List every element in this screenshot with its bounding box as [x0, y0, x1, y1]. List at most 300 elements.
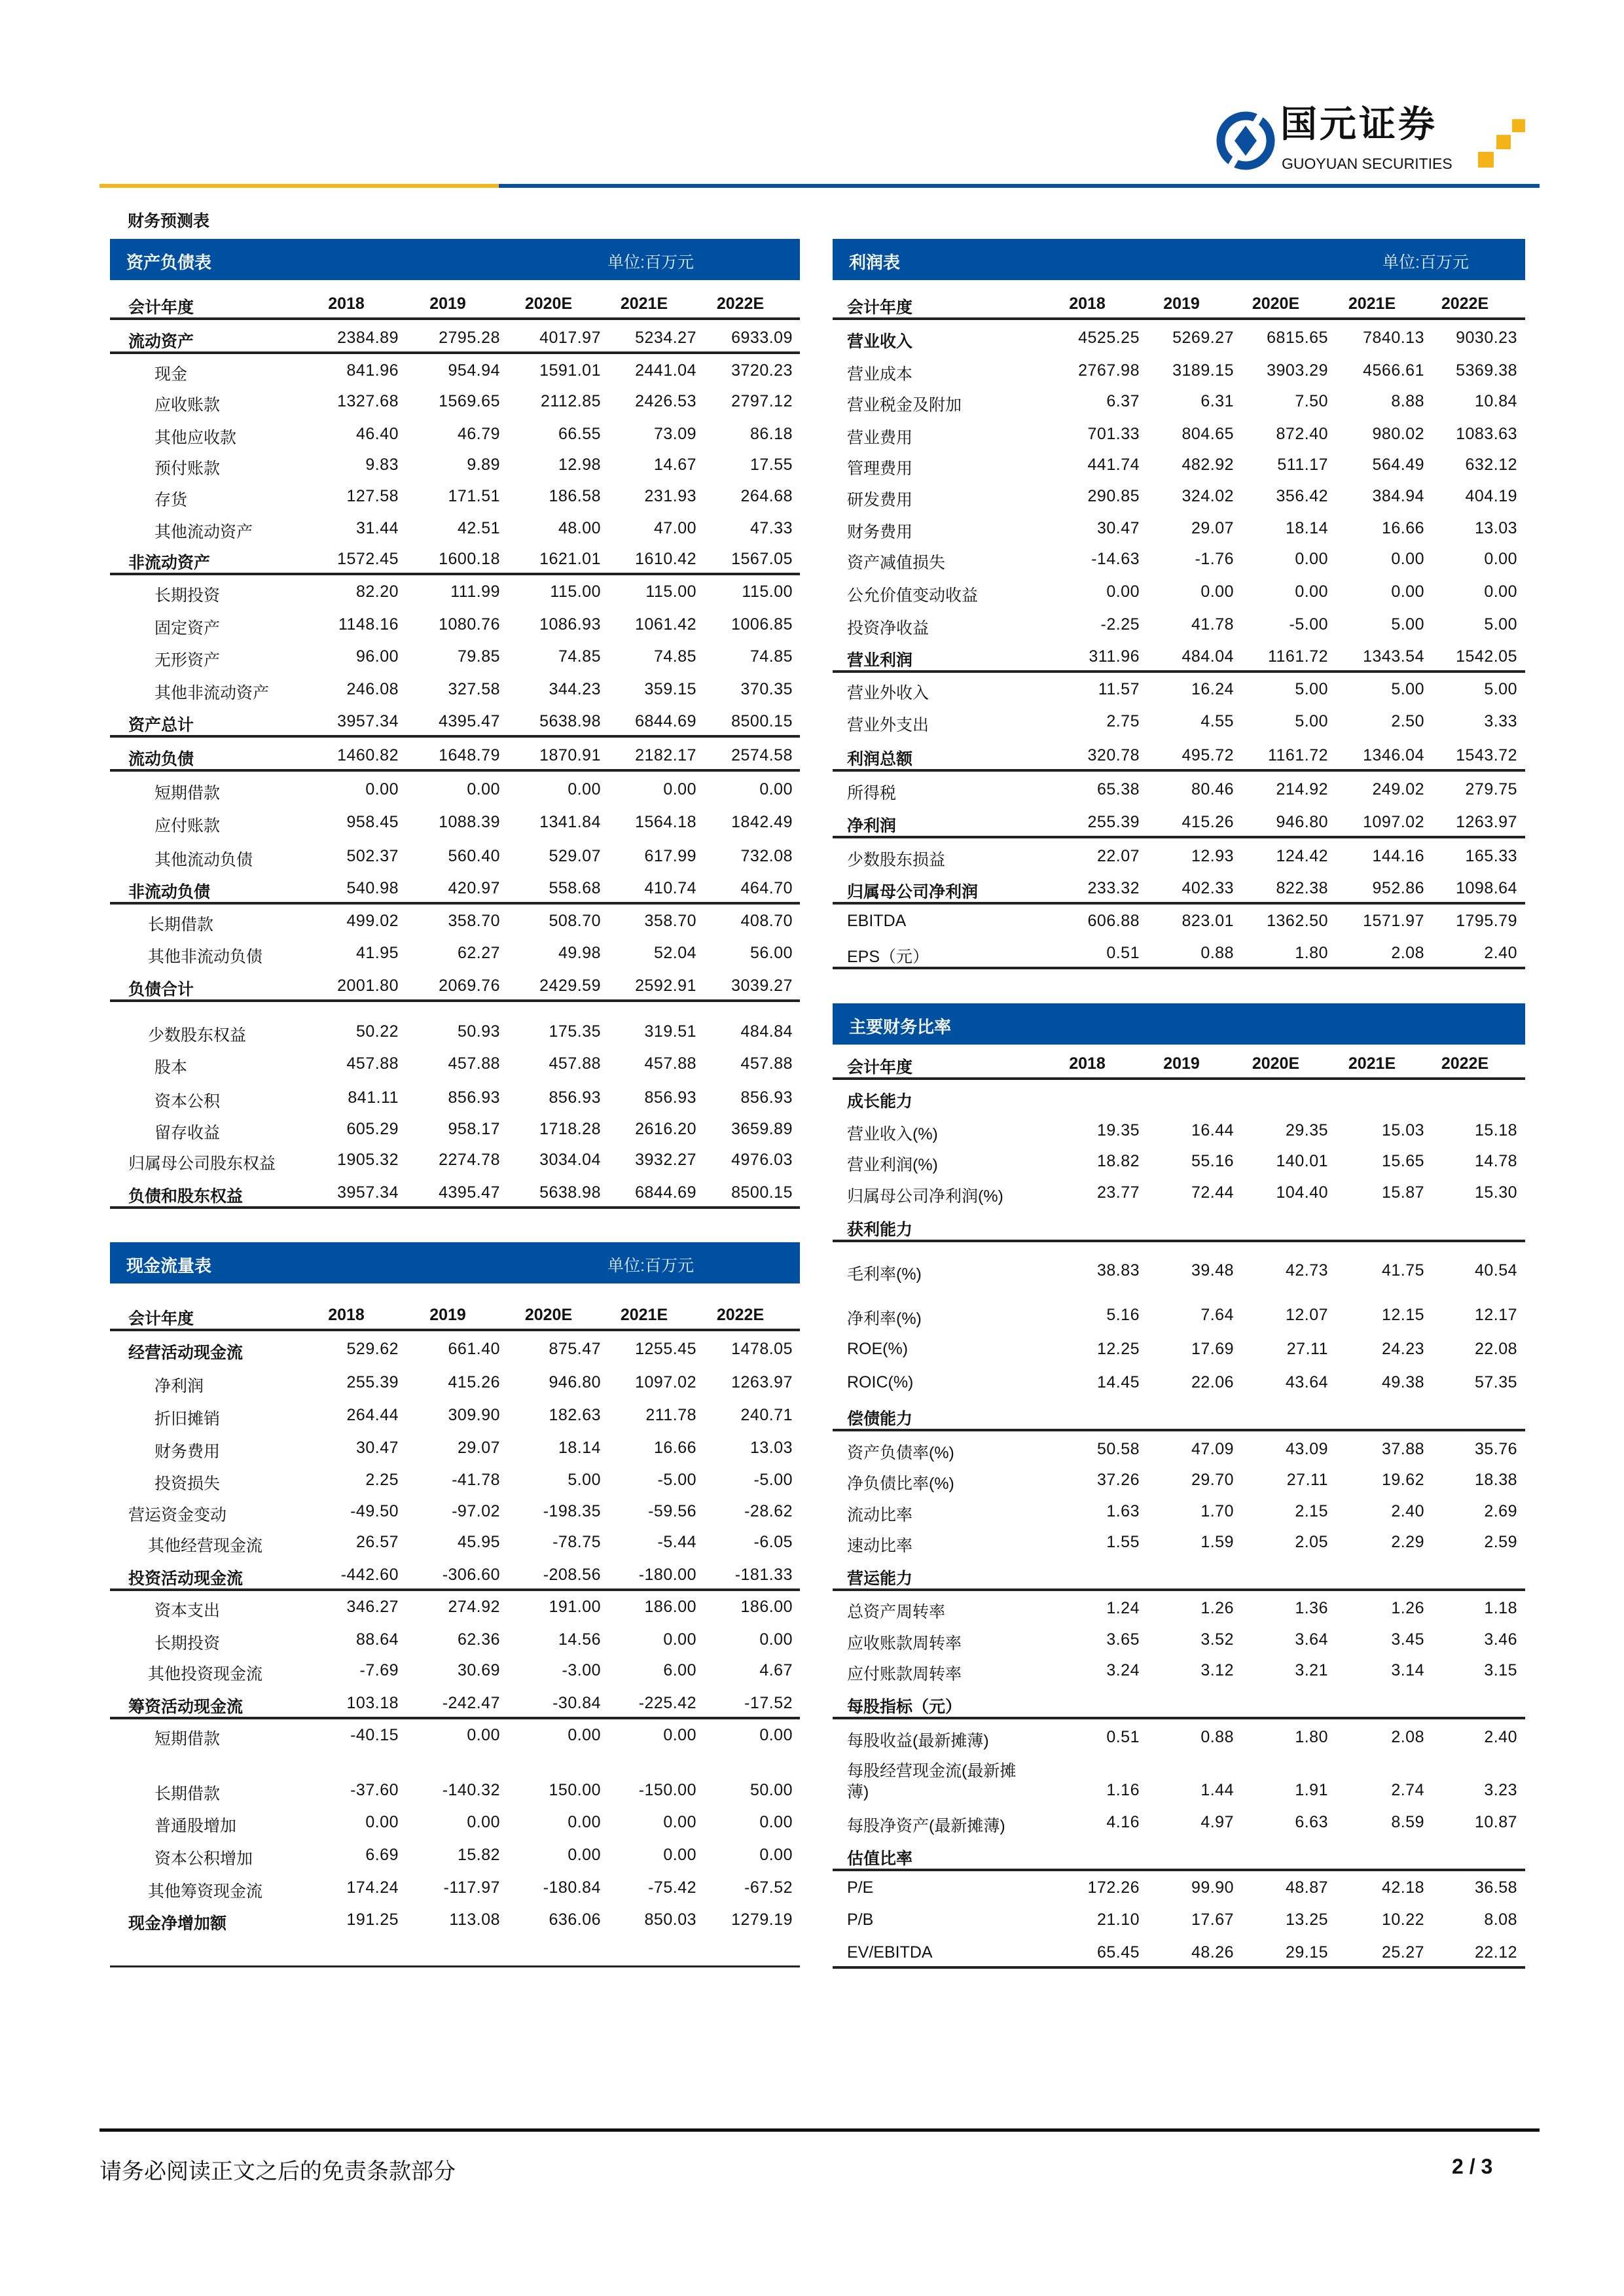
table-row — [833, 1495, 1525, 1528]
table-row — [833, 1114, 1525, 1147]
column-header-year: 2022E — [716, 295, 765, 313]
cell-value: 1.18 — [1484, 1599, 1517, 1617]
cell-value: -150.00 — [638, 1781, 696, 1799]
cell-value: 191.25 — [346, 1910, 399, 1929]
cell-value: 4.67 — [759, 1661, 793, 1679]
row-label: 营业外支出 — [847, 716, 929, 734]
cell-value: 958.17 — [448, 1120, 500, 1138]
table-row — [833, 705, 1525, 738]
column-header-year: 2018 — [1069, 295, 1106, 313]
cell-value: 5.00 — [1484, 615, 1517, 634]
cell-value: 5369.38 — [1456, 361, 1517, 380]
cell-value: 26.57 — [355, 1533, 399, 1551]
cell-value: 62.36 — [457, 1630, 500, 1649]
cell-value: 311.96 — [1089, 647, 1140, 666]
cell-value: 6.63 — [1295, 1813, 1328, 1831]
cell-value: 384.94 — [1372, 487, 1424, 505]
cell-value: 605.29 — [346, 1120, 399, 1138]
cell-value: 1542.05 — [1456, 647, 1517, 666]
cell-value: 43.09 — [1285, 1440, 1328, 1458]
table-row — [833, 1463, 1525, 1496]
cell-value: 841.11 — [348, 1088, 399, 1107]
cell-value: 309.90 — [448, 1406, 500, 1424]
cell-value: 632.12 — [1465, 456, 1517, 474]
cell-value: 255.39 — [1087, 813, 1140, 831]
cell-value: 2.40 — [1391, 1502, 1424, 1520]
cell-value: 2.40 — [1484, 944, 1517, 962]
cell-value: 2797.12 — [731, 392, 793, 410]
cell-value: 415.26 — [448, 1373, 500, 1391]
cell-value: 11.57 — [1098, 680, 1140, 698]
cell-value: 14.56 — [558, 1630, 601, 1649]
column-header-year: 2019 — [429, 295, 466, 313]
table-row — [833, 1145, 1525, 1177]
cell-value: 822.38 — [1276, 879, 1328, 897]
cell-value: 2.69 — [1484, 1502, 1517, 1520]
column-header-label: 会计年度 — [128, 298, 194, 317]
cell-value: 6844.69 — [635, 712, 696, 730]
cell-value: 0.00 — [568, 1846, 601, 1864]
table-row — [110, 937, 800, 969]
cell-value: 22.06 — [1191, 1373, 1234, 1391]
header-rule-blue — [499, 184, 1540, 188]
cell-value: 359.15 — [644, 680, 696, 698]
cell-value: 4566.61 — [1363, 361, 1424, 380]
cell-value: 1905.32 — [337, 1151, 399, 1169]
cell-value: 1343.54 — [1363, 647, 1424, 666]
cell-value: 57.35 — [1474, 1373, 1517, 1391]
cell-value: 6844.69 — [635, 1183, 696, 1202]
table-row — [833, 1762, 1525, 1806]
cell-value: -7.69 — [359, 1661, 399, 1679]
cell-value: 1.26 — [1391, 1599, 1424, 1617]
cell-value: 511.17 — [1277, 456, 1328, 474]
cell-value: 140.01 — [1276, 1152, 1328, 1170]
cell-value: 4976.03 — [731, 1151, 793, 1169]
table-row — [833, 1903, 1525, 1936]
cell-value: 0.00 — [759, 1813, 793, 1831]
cell-value: 1.70 — [1200, 1502, 1234, 1520]
cell-value: 42.51 — [457, 519, 500, 537]
row-label: 净利润 — [847, 817, 897, 835]
cell-value: 946.80 — [549, 1373, 601, 1391]
cell-value: 27.11 — [1286, 1340, 1328, 1358]
row-label: 所得税 — [847, 784, 897, 802]
row-label: 应收账款周转率 — [847, 1634, 962, 1653]
column-header-label: 会计年度 — [128, 1310, 194, 1328]
cell-value: 5269.27 — [1172, 329, 1234, 347]
table-title: 利润表 — [849, 253, 901, 272]
table-row — [833, 1433, 1525, 1465]
table-title-bar — [833, 239, 1525, 280]
table-bottom-rule — [110, 1965, 800, 1967]
cell-value: 49.38 — [1381, 1373, 1424, 1391]
logo-square-icon — [1496, 135, 1511, 149]
column-header-year: 2021E — [620, 1306, 668, 1324]
cell-value: 14.67 — [653, 456, 696, 474]
cell-value: 47.33 — [749, 519, 793, 537]
table-row — [833, 448, 1525, 481]
row-label: 其他应收款 — [154, 429, 237, 447]
table-unit: 单位:百万元 — [1382, 253, 1469, 272]
cell-value: 46.40 — [355, 425, 399, 443]
cell-value: 115.00 — [742, 583, 793, 601]
column-header-year: 2021E — [1348, 295, 1396, 313]
section-row — [833, 321, 1525, 354]
cell-value: 1006.85 — [731, 615, 793, 634]
cell-value: 850.03 — [644, 1910, 696, 1929]
section-row — [110, 321, 800, 354]
row-label: ROE(%) — [847, 1340, 909, 1358]
column-header-year: 2018 — [328, 295, 365, 313]
cell-value: 2.50 — [1391, 712, 1424, 730]
cell-value: 875.47 — [549, 1340, 601, 1358]
section-row — [110, 1558, 800, 1591]
cell-value: 410.74 — [644, 879, 696, 897]
cell-value: 3903.29 — [1267, 361, 1328, 380]
cell-value: 66.55 — [558, 425, 601, 443]
column-header-year: 2020E — [524, 295, 573, 313]
table-row — [110, 575, 800, 608]
section-row — [833, 1210, 1525, 1242]
cell-value: 1569.65 — [439, 392, 500, 410]
cell-value: 1346.04 — [1363, 746, 1424, 764]
cell-value: 65.38 — [1096, 780, 1140, 798]
cell-value: 274.92 — [448, 1598, 500, 1616]
cell-value: 1279.19 — [731, 1910, 793, 1929]
cell-value: 47.09 — [1191, 1440, 1234, 1458]
cell-value: 0.00 — [568, 1726, 601, 1744]
row-label: 营业费用 — [847, 429, 913, 447]
cell-value: 27.11 — [1286, 1471, 1328, 1489]
cell-value: 5234.27 — [635, 329, 696, 347]
cell-value: 2.40 — [1484, 1728, 1517, 1746]
cell-value: -181.33 — [734, 1566, 793, 1584]
column-header-year: 2022E — [716, 1306, 765, 1324]
cell-value: 457.88 — [644, 1054, 696, 1073]
cell-value: 264.68 — [740, 487, 793, 505]
cell-value: 2182.17 — [635, 746, 696, 764]
cell-value: 3957.34 — [337, 1183, 399, 1202]
cell-value: 2.08 — [1391, 944, 1424, 962]
section-row — [833, 872, 1525, 905]
table-row — [833, 1654, 1525, 1687]
cell-value: 16.66 — [1381, 519, 1424, 537]
row-label: 短期借款 — [154, 784, 221, 802]
column-header-year: 2020E — [1252, 295, 1300, 313]
guoyuan-logo — [1216, 105, 1537, 177]
cell-value: 2.08 — [1391, 1728, 1424, 1746]
cell-value: 127.58 — [346, 487, 399, 505]
cell-value: 8.08 — [1484, 1910, 1517, 1929]
cell-value: -225.42 — [638, 1694, 696, 1712]
row-label: 每股经营现金流(最新摊薄) — [847, 1762, 1017, 1801]
table-title-bar — [833, 1003, 1525, 1045]
cell-value: -180.84 — [543, 1878, 601, 1897]
cell-value: 1.80 — [1295, 1728, 1328, 1746]
cell-value: 3.15 — [1484, 1661, 1517, 1679]
row-label: 净利润 — [154, 1377, 204, 1395]
cell-value: 4395.47 — [439, 1183, 500, 1202]
cell-value: 165.33 — [1465, 847, 1517, 865]
table-row — [110, 840, 800, 872]
table-row — [833, 673, 1525, 706]
row-label: 营业收入 — [847, 332, 913, 351]
cell-value: 402.33 — [1182, 879, 1234, 897]
row-label: 现金净增加额 — [128, 1914, 227, 1933]
cell-value: 13.03 — [1474, 519, 1517, 537]
cell-value: 327.58 — [448, 680, 500, 698]
guoyuan-emblem-icon — [1216, 111, 1275, 170]
cell-value: 540.98 — [346, 879, 399, 897]
cell-value: 6.00 — [663, 1661, 696, 1679]
cell-value: 30.47 — [1096, 519, 1140, 537]
cell-value: -59.56 — [648, 1502, 696, 1520]
row-label: 获利能力 — [847, 1221, 913, 1239]
cell-value: 186.00 — [644, 1598, 696, 1616]
row-label: 其他流动负债 — [154, 851, 253, 869]
logo-square-icon — [1478, 152, 1494, 168]
cell-value: 952.86 — [1372, 879, 1424, 897]
cell-value: 1543.72 — [1456, 746, 1517, 764]
row-label: P/E — [847, 1878, 874, 1897]
row-label: 少数股东损益 — [847, 851, 946, 869]
cell-value: -14.63 — [1091, 550, 1140, 568]
cell-value: 233.32 — [1087, 879, 1140, 897]
cell-value: 49.98 — [558, 944, 601, 962]
table-row — [833, 418, 1525, 450]
table-row — [110, 1774, 800, 1806]
cell-value: 732.08 — [740, 847, 793, 865]
cell-value: -67.52 — [744, 1878, 793, 1897]
column-header-year: 2018 — [1069, 1054, 1106, 1073]
cell-value: 358.70 — [448, 912, 500, 930]
cell-value: 1718.28 — [539, 1120, 601, 1138]
cell-value: 2441.04 — [635, 361, 696, 380]
page-number: 2 / 3 — [1452, 2155, 1493, 2178]
cell-value: 420.97 — [448, 879, 500, 897]
cell-value: 0.00 — [759, 780, 793, 798]
cell-value: 4017.97 — [539, 329, 601, 347]
cell-value: 17.69 — [1191, 1340, 1234, 1358]
row-label: EV/EBITDA — [847, 1943, 933, 1962]
cell-value: 2.15 — [1295, 1502, 1328, 1520]
row-label: 无形资产 — [154, 651, 221, 670]
cell-value: 171.51 — [448, 487, 500, 505]
cell-value: 2112.85 — [540, 392, 601, 410]
section-row — [833, 806, 1525, 838]
row-label: 长期投资 — [154, 586, 221, 605]
logo-text-cn: 国元证券 — [1280, 103, 1437, 146]
cell-value: 12.93 — [1191, 847, 1234, 865]
row-label: 营业成本 — [847, 365, 913, 384]
cell-value: 946.80 — [1276, 813, 1328, 831]
cell-value: 174.24 — [346, 1878, 399, 1897]
section-row — [110, 1333, 800, 1365]
cell-value: 1161.72 — [1267, 647, 1328, 666]
cell-value: 3039.27 — [731, 977, 793, 995]
cell-value: 186.58 — [549, 487, 601, 505]
cell-value: 3.64 — [1295, 1630, 1328, 1649]
section-row — [110, 543, 800, 575]
cell-value: 15.87 — [1381, 1183, 1424, 1202]
cell-value: 3189.15 — [1172, 361, 1234, 380]
table-row — [110, 1871, 800, 1904]
section-row — [833, 1399, 1525, 1431]
cell-value: -75.42 — [648, 1878, 696, 1897]
cell-value: 37.88 — [1381, 1440, 1424, 1458]
cell-value: 35.76 — [1474, 1440, 1517, 1458]
cell-value: 3720.23 — [731, 361, 793, 380]
cell-value: 42.18 — [1381, 1878, 1424, 1897]
cell-value: 0.00 — [1106, 583, 1140, 601]
cell-value: 2592.91 — [635, 977, 696, 995]
cell-value: 5638.98 — [539, 1183, 601, 1202]
cell-value: 22.12 — [1474, 1943, 1517, 1962]
table-row — [110, 1113, 800, 1145]
cell-value: 1564.18 — [635, 813, 696, 831]
row-label: 每股指标（元） — [847, 1698, 962, 1716]
cell-value: 2426.53 — [635, 392, 696, 410]
cell-value: 5.00 — [1484, 680, 1517, 698]
cell-value: 484.84 — [740, 1022, 793, 1041]
row-label: 毛利率(%) — [847, 1265, 922, 1283]
cell-value: 12.17 — [1474, 1306, 1517, 1324]
cell-value: 529.07 — [549, 847, 601, 865]
table-row — [110, 1081, 800, 1114]
cell-value: 482.92 — [1182, 456, 1234, 474]
cell-value: 0.00 — [759, 1726, 793, 1744]
cell-value: 30.47 — [355, 1439, 399, 1457]
cell-value: 1088.39 — [439, 813, 500, 831]
row-label: 存货 — [154, 491, 188, 509]
cell-value: 1572.45 — [337, 550, 399, 568]
cell-value: 2.05 — [1295, 1533, 1328, 1551]
table-row — [833, 773, 1525, 806]
cell-value: 3.14 — [1391, 1661, 1424, 1679]
cell-value: 182.63 — [549, 1406, 601, 1424]
row-label: 其他非流动负债 — [148, 948, 263, 966]
cell-value: 0.00 — [663, 780, 696, 798]
table-row — [833, 512, 1525, 545]
table-row — [110, 1526, 800, 1558]
cell-value: -442.60 — [340, 1566, 399, 1584]
cell-value: 0.00 — [568, 780, 601, 798]
cell-value: 856.93 — [644, 1088, 696, 1107]
row-label: 其他筹资现金流 — [148, 1882, 263, 1901]
section-row — [833, 739, 1525, 772]
cell-value: 48.00 — [558, 519, 601, 537]
logo-text-en: GUOYUAN SECURITIES — [1282, 155, 1453, 172]
table-row — [110, 1590, 800, 1623]
cell-value: 823.01 — [1182, 912, 1234, 930]
row-label: 资本公积增加 — [154, 1850, 253, 1868]
cell-value: 856.93 — [448, 1088, 500, 1107]
cell-value: 0.51 — [1106, 1728, 1140, 1746]
cell-value: 0.00 — [1391, 550, 1424, 568]
cell-value: 529.62 — [346, 1340, 399, 1358]
cell-value: 2001.80 — [337, 977, 399, 995]
row-label: 流动资产 — [128, 332, 194, 351]
cell-value: 495.72 — [1182, 746, 1234, 764]
cell-value: 841.96 — [346, 361, 399, 380]
cell-value: 0.00 — [365, 780, 399, 798]
cell-value: 79.85 — [457, 647, 500, 666]
column-header-year: 2022E — [1441, 1054, 1489, 1073]
table-row — [833, 1721, 1525, 1753]
cell-value: 2069.76 — [439, 977, 500, 995]
row-label: 财务费用 — [154, 1443, 221, 1461]
cell-value: 7840.13 — [1363, 329, 1424, 347]
cell-value: 0.88 — [1200, 944, 1234, 962]
section-row — [833, 1839, 1525, 1871]
table-row — [110, 1654, 800, 1687]
cell-value: 1621.01 — [539, 550, 601, 568]
cell-value: 1648.79 — [439, 746, 500, 764]
cell-value: 16.66 — [653, 1439, 696, 1457]
cell-value: -78.75 — [552, 1533, 601, 1551]
cell-value: 3.24 — [1106, 1661, 1140, 1679]
table-row — [110, 673, 800, 706]
cell-value: 457.88 — [448, 1054, 500, 1073]
cell-value: 1.16 — [1106, 1781, 1140, 1799]
cell-value: 10.87 — [1474, 1813, 1517, 1831]
cell-value: 55.16 — [1191, 1152, 1234, 1170]
cell-value: 16.44 — [1191, 1121, 1234, 1139]
row-label: 流动比率 — [847, 1506, 913, 1524]
section-row — [110, 1903, 800, 1936]
cell-value: 8500.15 — [731, 712, 793, 730]
row-label: 预付账款 — [154, 459, 221, 478]
cell-value: 264.44 — [346, 1406, 399, 1424]
row-label: 公允价值变动收益 — [847, 586, 979, 605]
cell-value: 41.75 — [1381, 1261, 1424, 1280]
cell-value: 31.44 — [355, 519, 399, 537]
row-label: 其他非流动资产 — [154, 684, 270, 702]
cell-value: 1567.05 — [731, 550, 793, 568]
cell-value: 404.19 — [1465, 487, 1517, 505]
cell-value: 324.02 — [1182, 487, 1234, 505]
cell-value: -242.47 — [442, 1694, 500, 1712]
table-row — [833, 1806, 1525, 1839]
table-row — [110, 1015, 800, 1048]
cell-value: 0.00 — [759, 1846, 793, 1864]
cell-value: 4395.47 — [439, 712, 500, 730]
cell-value: 661.40 — [448, 1340, 500, 1358]
cell-value: 186.00 — [740, 1598, 793, 1616]
table-row — [833, 608, 1525, 641]
row-label: 股本 — [154, 1058, 188, 1077]
cell-value: 0.00 — [1295, 583, 1328, 601]
cell-value: 29.07 — [1191, 519, 1234, 537]
cell-value: 958.45 — [346, 813, 399, 831]
cell-value: 18.14 — [558, 1439, 601, 1457]
cell-value: 240.71 — [740, 1406, 793, 1424]
cell-value: -17.52 — [744, 1694, 793, 1712]
cell-value: 6.37 — [1106, 392, 1140, 410]
cell-value: 1.26 — [1200, 1599, 1234, 1617]
cell-value: 1098.64 — [1456, 879, 1517, 897]
cell-value: 24.23 — [1381, 1340, 1424, 1358]
row-label: 资本公积 — [154, 1092, 221, 1111]
cell-value: -37.60 — [350, 1781, 399, 1799]
row-label: 归属母公司净利润(%) — [847, 1187, 1003, 1206]
cell-value: 8500.15 — [731, 1183, 793, 1202]
cell-value: 3034.04 — [539, 1151, 601, 1169]
cell-value: 3.65 — [1106, 1630, 1140, 1649]
section-row — [110, 1176, 800, 1209]
row-label: P/B — [847, 1910, 874, 1929]
